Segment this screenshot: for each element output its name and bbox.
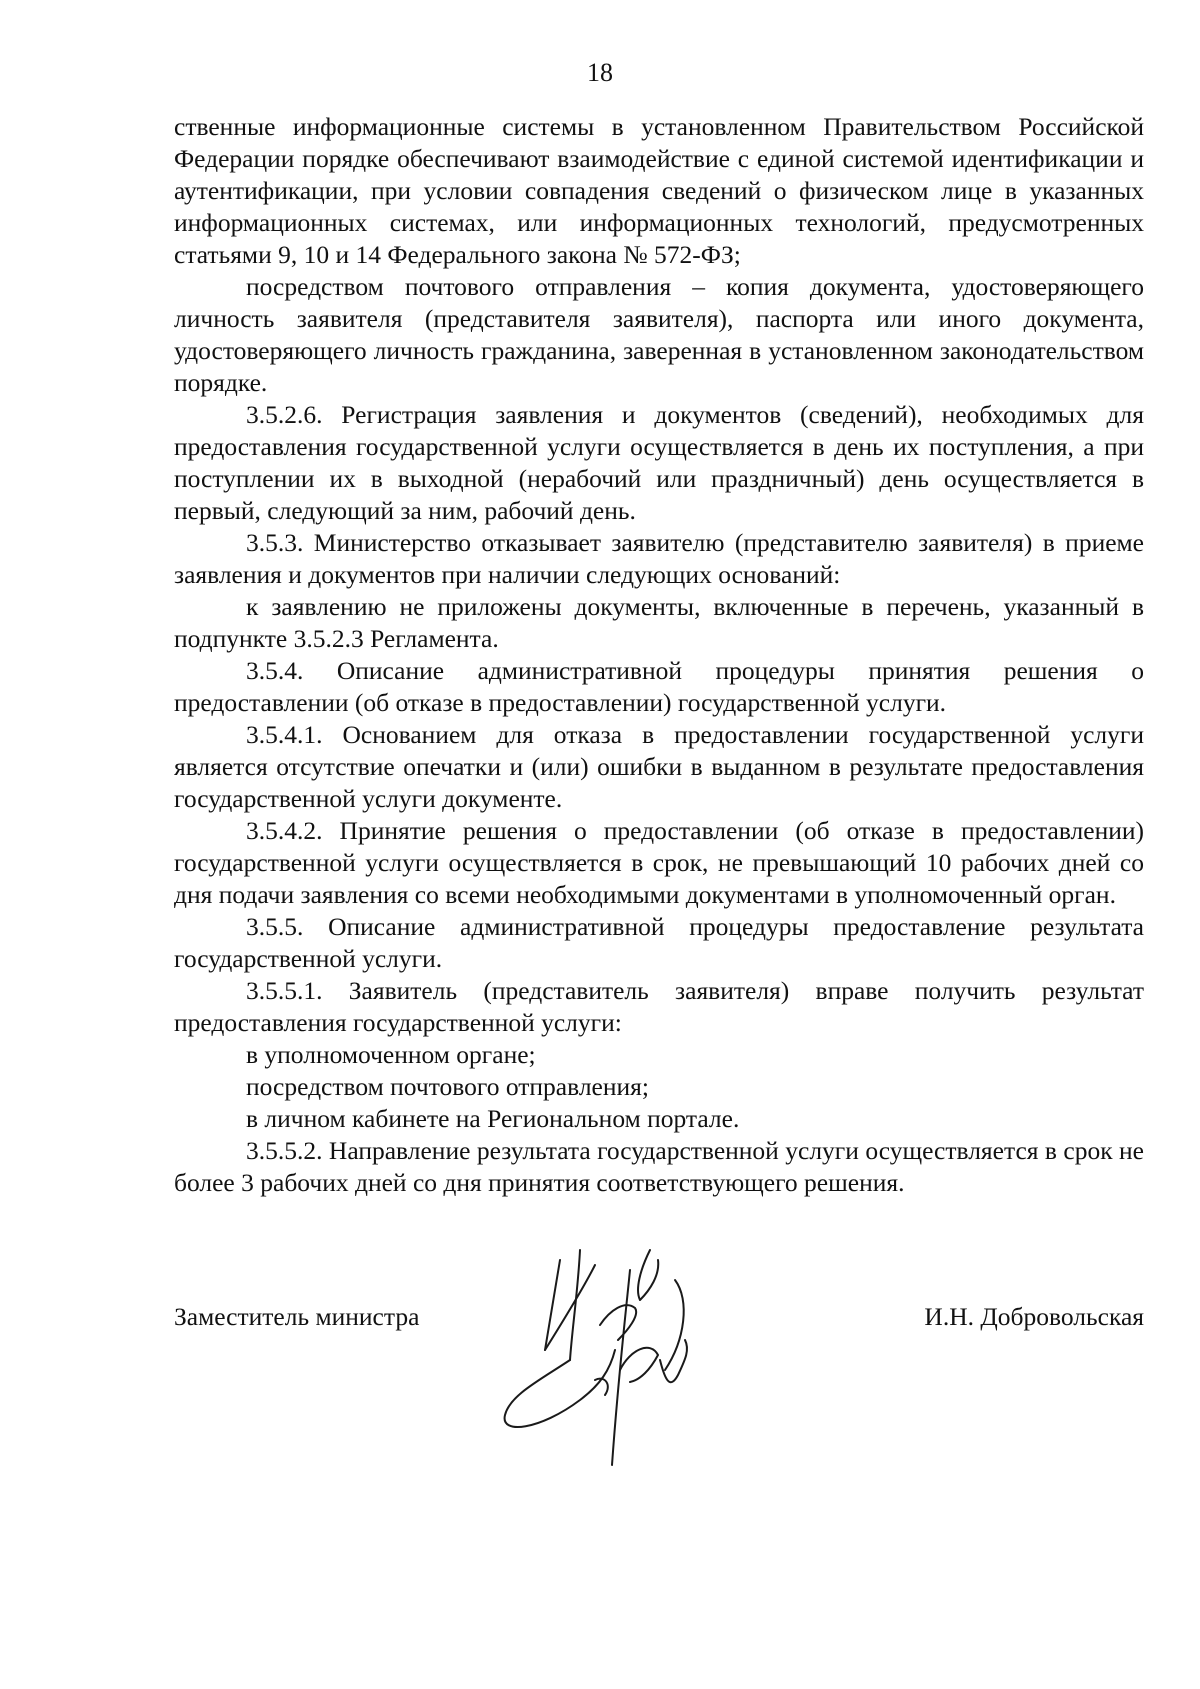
paragraph: посредством почтового отправления – копия документа, удостоверяющего личность заявителя (представителя заявителя), паспорта или иного документа, удостоверяющего личность гражданина, заверенная в установленном законодательством порядке. — [174, 272, 1144, 397]
paragraph: 3.5.5. Описание административной процедуры предоставление результата государственной услуги. — [174, 912, 1144, 973]
paragraph: 3.5.2.6. Регистрация заявления и документов (сведений), необходимых для предоставления государственной услуги осуществляется в день их поступления, а при поступлении их в выходной (нерабочий или праздничный) день осуществляется в первый, следующий за ним, рабочий день. — [174, 400, 1144, 525]
paragraph: 3.5.3. Министерство отказывает заявителю (представителю заявителя) в приеме заявления и документов при наличии следующих оснований: — [174, 528, 1144, 589]
list-item: в уполномоченном органе; — [246, 1040, 536, 1069]
body-text — [174, 111, 1144, 1199]
signatory-name: И.Н. Добровольская — [924, 1302, 1144, 1331]
paragraph: 3.5.4.1. Основанием для отказа в предоставлении государственной услуги является отсутствие опечатки и (или) ошибки в выданном в результате предоставления государственной услуги документе. — [174, 720, 1144, 813]
paragraph: 3.5.4. Описание административной процедуры принятия решения о предоставлении (об отказе в предоставлении) государственной услуги. — [174, 656, 1144, 717]
list-item: посредством почтового отправления; — [246, 1072, 649, 1101]
handwritten-signature — [500, 1230, 730, 1470]
signatory-title: Заместитель министра — [174, 1302, 420, 1331]
page-number: 18 — [587, 58, 613, 87]
paragraph: 3.5.5.1. Заявитель (представитель заявителя) вправе получить результат предоставления государственной услуги: — [174, 976, 1144, 1037]
paragraph: к заявлению не приложены документы, включенные в перечень, указанный в подпункте 3.5.2.3 Регламента. — [174, 592, 1144, 653]
paragraph: 3.5.4.2. Принятие решения о предоставлении (об отказе в предоставлении) государственной услуги осуществляется в срок, не превышающий 10 рабочих дней со дня подачи заявления со всеми необходимыми документами в уполномоченный орган. — [174, 816, 1144, 909]
list-item: в личном кабинете на Региональном портале. — [246, 1104, 740, 1133]
paragraph-continuation: ственные информационные системы в установленном Правительством Российской Федерации порядке обеспечивают взаимодействие с единой системой идентификации и аутентификации, при условии совпадения сведений о физическом лице в указанных информационных системах, или информационных технологий, предусмотренных статьями 9, 10 и 14 Федерального закона № 572-ФЗ; — [174, 112, 1144, 269]
paragraph: 3.5.5.2. Направление результата государственной услуги осуществляется в срок не более 3 рабочих дней со дня принятия соответствующего решения. — [174, 1136, 1144, 1197]
